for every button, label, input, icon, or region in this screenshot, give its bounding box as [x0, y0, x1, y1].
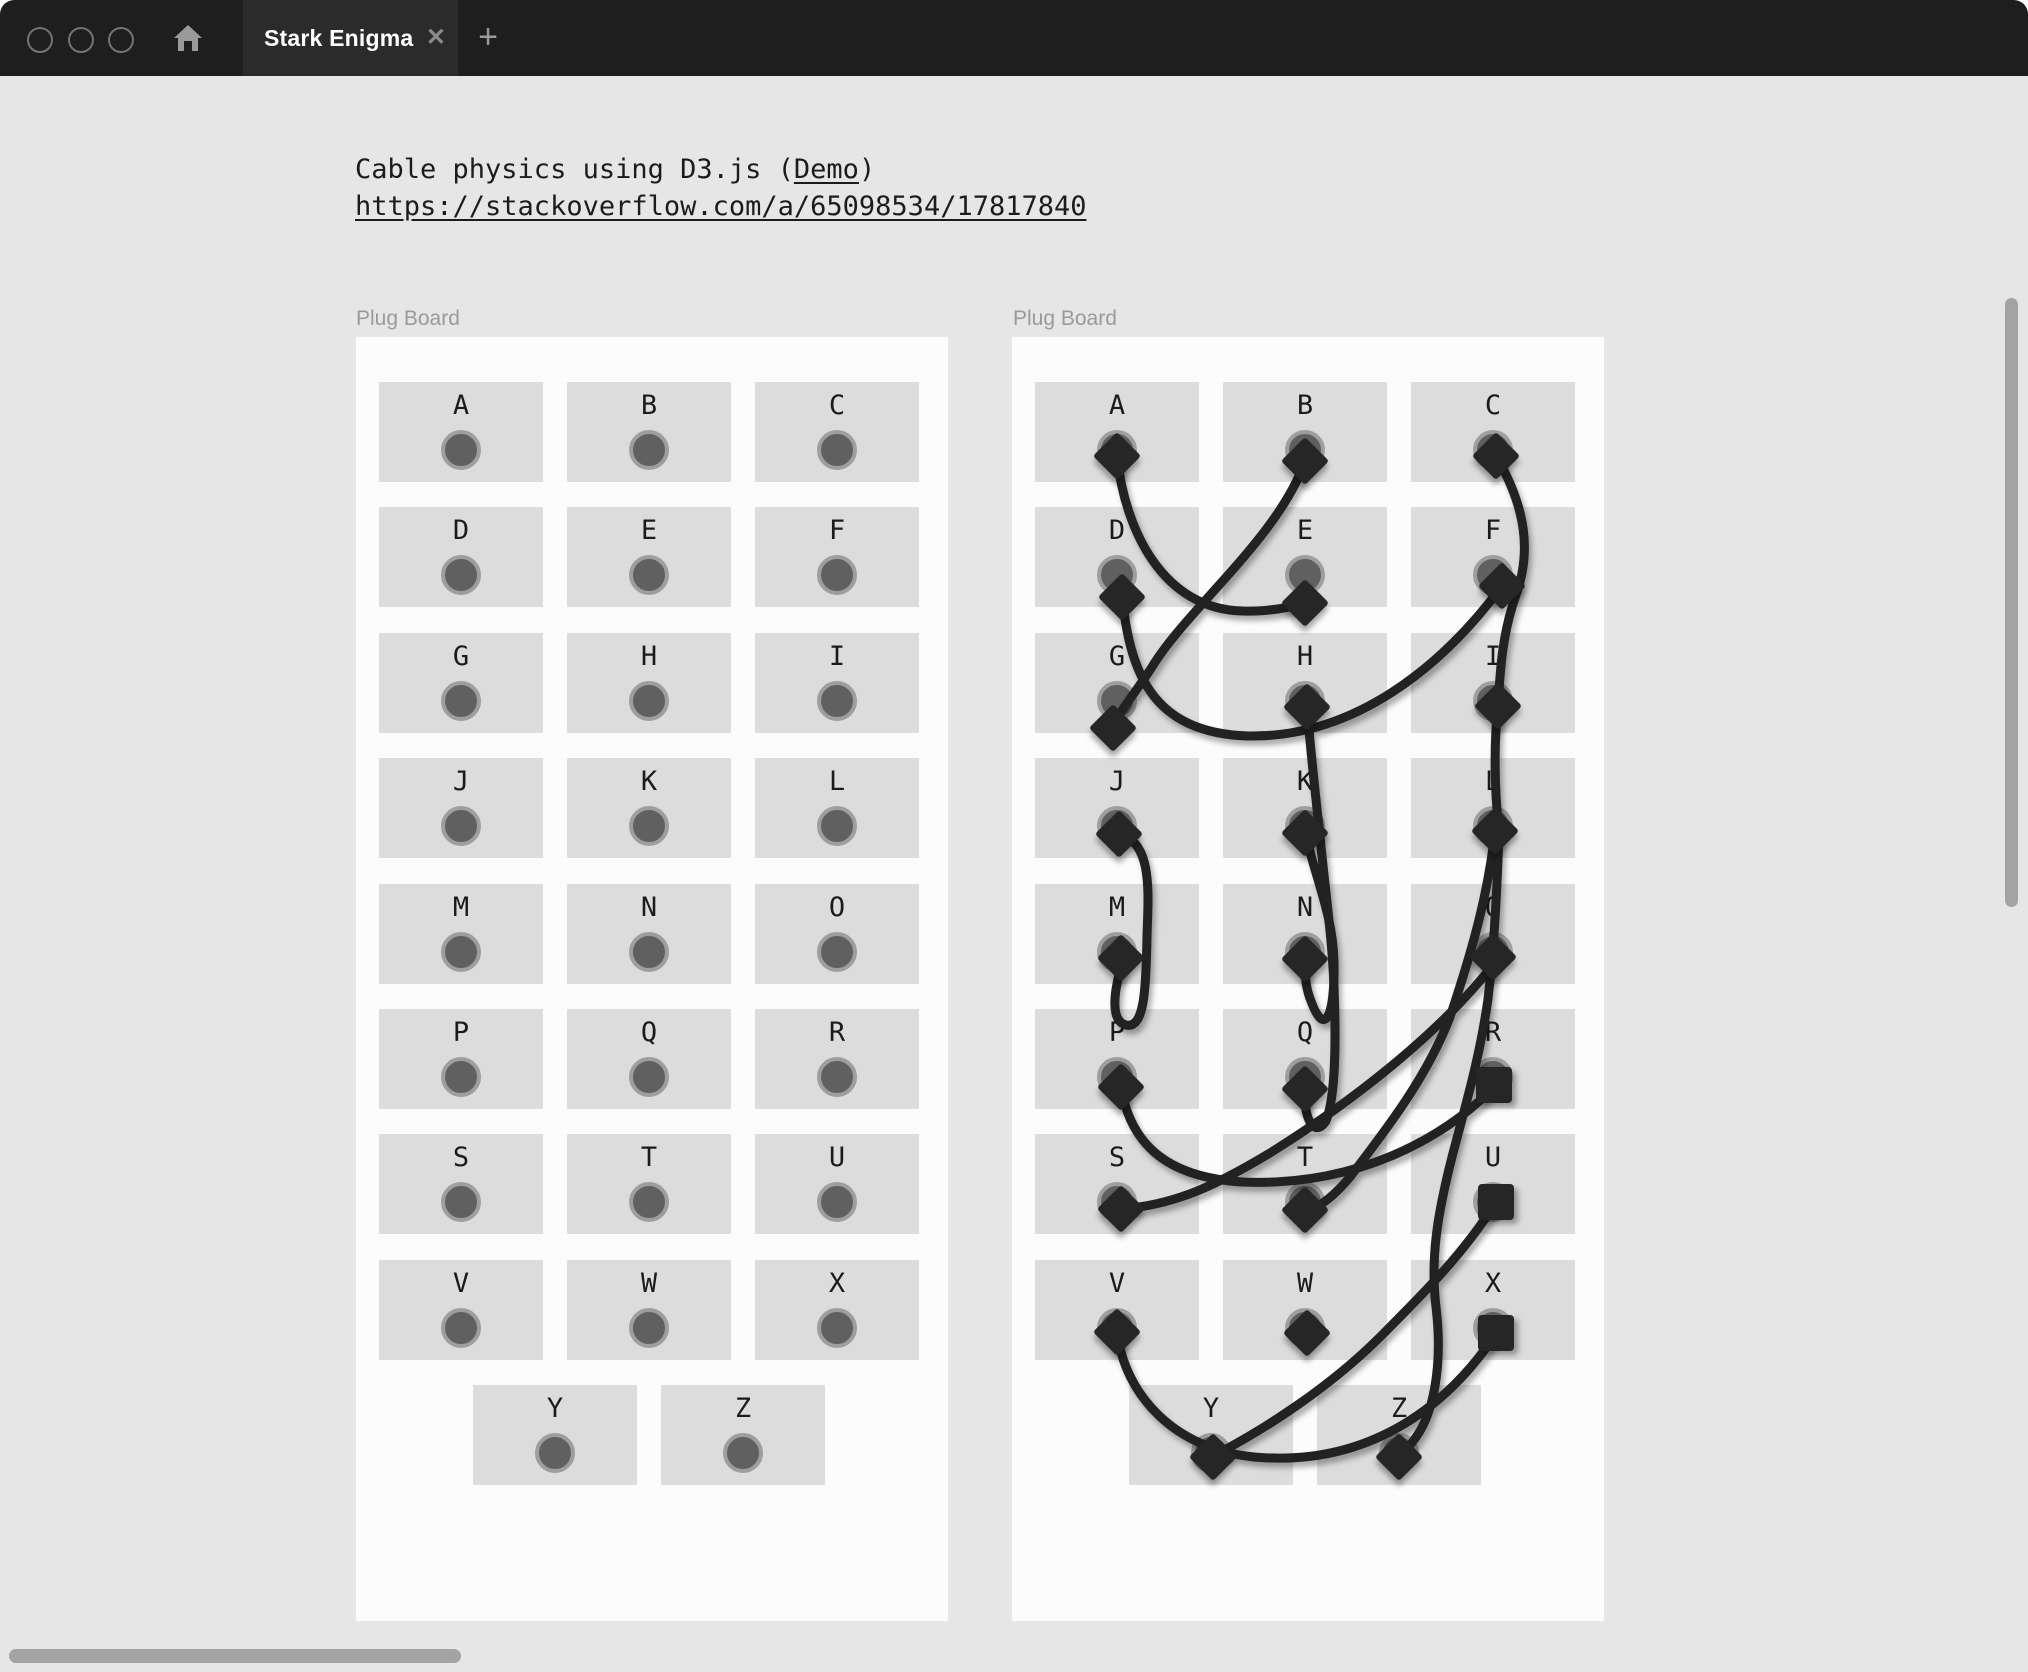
socket-i[interactable]	[817, 681, 857, 721]
socket-o[interactable]	[817, 932, 857, 972]
cell-letter-n: N	[1296, 891, 1314, 923]
socket-c[interactable]	[817, 430, 857, 470]
plug-x[interactable]	[1478, 1315, 1514, 1351]
cell-letter-s: S	[1108, 1142, 1126, 1174]
cell-letter-h: H	[640, 640, 658, 672]
cell-letter-s: S	[452, 1142, 470, 1174]
socket-p[interactable]	[441, 1057, 481, 1097]
cell-letter-k: K	[640, 766, 658, 798]
cell-letter-p: P	[452, 1017, 470, 1048]
plug-board-left	[356, 337, 948, 1621]
cell-letter-b: B	[1296, 390, 1314, 421]
cell-letter-d: D	[452, 515, 470, 547]
cell-letter-i: I	[828, 640, 846, 672]
cell-letter-c: C	[828, 390, 846, 421]
cell-letter-z: Z	[1390, 1393, 1408, 1425]
stackoverflow-link[interactable]: https://stackoverflow.com/a/65098534/17817840	[355, 191, 1087, 222]
socket-j[interactable]	[441, 806, 481, 846]
cell-letter-i: I	[1484, 640, 1502, 672]
cell-letter-l: L	[1484, 766, 1502, 798]
new-tab-button[interactable]: +	[478, 18, 498, 56]
tab-stark-enigma[interactable]	[243, 0, 458, 76]
plug-board-right	[1012, 337, 1604, 1621]
socket-b[interactable]	[629, 430, 669, 470]
right-board-label: Plug Board	[1013, 307, 1117, 330]
cell-letter-g: G	[1108, 640, 1126, 672]
cell-letter-y: Y	[1202, 1393, 1220, 1425]
cell-letter-p: P	[1108, 1017, 1126, 1048]
plug-u[interactable]	[1478, 1184, 1514, 1220]
socket-v[interactable]	[441, 1308, 481, 1348]
cell-letter-j: J	[452, 766, 470, 798]
cell-letter-q: Q	[1296, 1017, 1314, 1048]
vertical-scrollbar-thumb[interactable]	[2005, 298, 2018, 907]
heading-prefix: Cable physics using D3.js (	[355, 154, 794, 185]
cell-letter-j: J	[1108, 766, 1126, 798]
horizontal-scrollbar-thumb[interactable]	[9, 1649, 461, 1663]
cell-letter-e: E	[1296, 515, 1314, 547]
socket-w[interactable]	[629, 1308, 669, 1348]
cell-letter-o: O	[1484, 891, 1502, 923]
cell-letter-f: F	[1484, 515, 1502, 547]
socket-q[interactable]	[629, 1057, 669, 1097]
socket-y[interactable]	[535, 1433, 575, 1473]
cell-letter-e: E	[640, 515, 658, 547]
cell-letter-h: H	[1296, 640, 1314, 672]
tab-title: Stark Enigma	[264, 25, 414, 51]
cell-letter-n: N	[640, 891, 658, 923]
home-icon	[171, 21, 205, 55]
traffic-light-close-button[interactable]	[27, 27, 53, 53]
left-board-label: Plug Board	[356, 307, 460, 330]
socket-n[interactable]	[629, 932, 669, 972]
cell-letter-m: M	[452, 891, 470, 923]
socket-g[interactable]	[441, 681, 481, 721]
cell-letter-t: T	[640, 1142, 658, 1174]
socket-r[interactable]	[817, 1057, 857, 1097]
socket-z[interactable]	[723, 1433, 763, 1473]
socket-a[interactable]	[441, 430, 481, 470]
heading-suffix: )	[858, 154, 876, 185]
cell-letter-r: R	[1484, 1017, 1502, 1048]
cell-letter-w: W	[1296, 1267, 1314, 1299]
cell-letter-a: A	[1108, 390, 1126, 421]
cell-letter-t: T	[1296, 1142, 1314, 1174]
cell-letter-d: D	[1108, 515, 1126, 547]
cell-letter-v: V	[452, 1267, 470, 1299]
cell-letter-b: B	[640, 390, 658, 421]
socket-h[interactable]	[629, 681, 669, 721]
traffic-light-minimize-button[interactable]	[68, 27, 94, 53]
cell-letter-k: K	[1296, 766, 1314, 798]
demo-link[interactable]: Demo	[793, 154, 859, 185]
title-bar	[0, 0, 2028, 76]
cell-letter-x: X	[828, 1267, 846, 1299]
socket-x[interactable]	[817, 1308, 857, 1348]
cell-letter-w: W	[640, 1267, 658, 1299]
page-heading	[355, 151, 1087, 225]
cell-letter-o: O	[828, 891, 846, 923]
cell-letter-x: X	[1484, 1267, 1502, 1299]
plug-r[interactable]	[1476, 1067, 1512, 1103]
cell-letter-u: U	[1484, 1142, 1502, 1174]
cell-letter-u: U	[828, 1142, 846, 1174]
cell-letter-y: Y	[546, 1393, 564, 1425]
traffic-light-maximize-button[interactable]	[108, 27, 134, 53]
cell-letter-g: G	[452, 640, 470, 672]
cell-letter-z: Z	[734, 1393, 752, 1425]
cell-letter-v: V	[1108, 1267, 1126, 1299]
home-button[interactable]	[171, 21, 205, 55]
cell-letter-a: A	[452, 390, 470, 421]
socket-k[interactable]	[629, 806, 669, 846]
cell-letter-c: C	[1484, 390, 1502, 421]
cell-letter-r: R	[828, 1017, 846, 1048]
socket-m[interactable]	[441, 932, 481, 972]
socket-l[interactable]	[817, 806, 857, 846]
cell-letter-l: L	[828, 766, 846, 798]
cell-letter-q: Q	[640, 1017, 658, 1048]
cell-letter-f: F	[828, 515, 846, 547]
cell-letter-m: M	[1108, 891, 1126, 923]
tab-close-icon[interactable]: ✕	[425, 24, 446, 51]
